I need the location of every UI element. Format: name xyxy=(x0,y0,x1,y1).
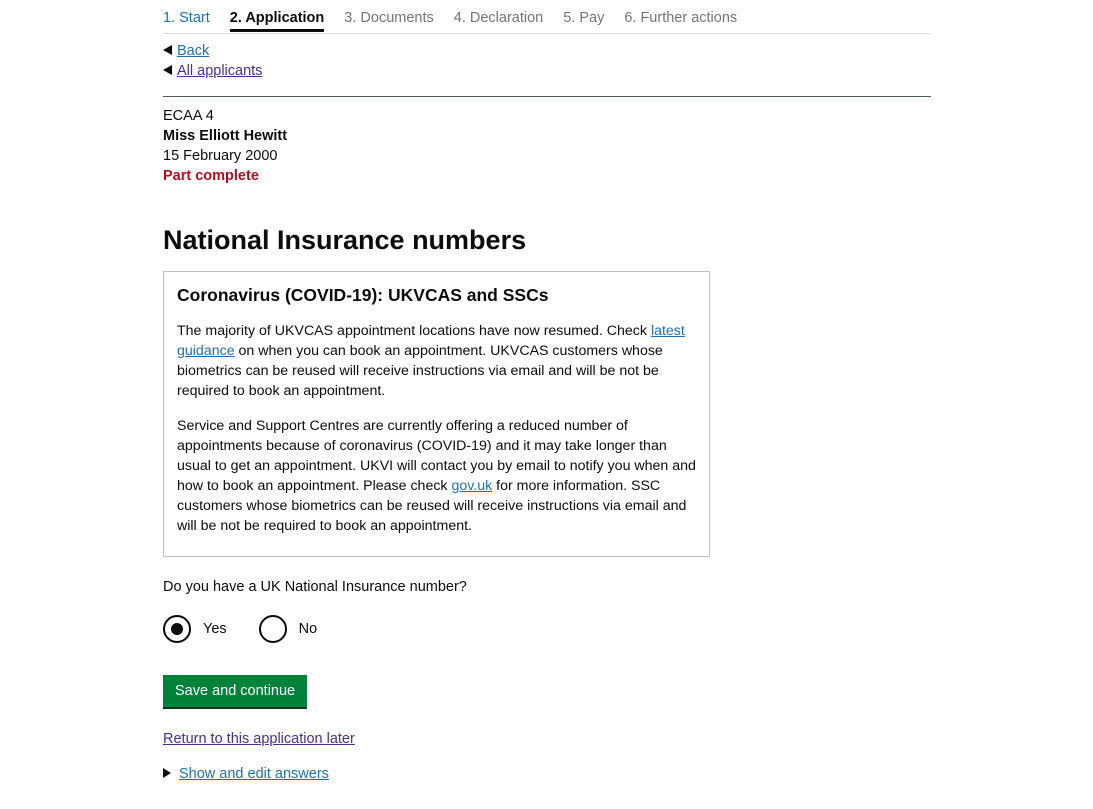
applicant-summary xyxy=(163,97,931,186)
notice-text: The majority of UKVCAS appointment locations have now resumed. Check xyxy=(177,323,651,339)
triangle-left-icon xyxy=(163,65,172,75)
back-link[interactable]: Back xyxy=(177,43,210,59)
notice-text: on when you can book an appointment. UKVCAS customers whose biometrics can be reused will receive instructions via email and will be not be required to book an appointment. xyxy=(177,343,663,399)
step-documents: 3. Documents xyxy=(344,10,434,26)
ni-question-label: Do you have a UK National Insurance number? xyxy=(163,579,467,595)
step-start[interactable]: 1. Start xyxy=(163,10,210,26)
back-link-row xyxy=(163,41,931,61)
page-title: National Insurance numbers xyxy=(163,225,527,255)
radio-yes-input[interactable] xyxy=(163,615,191,643)
show-edit-answers-label[interactable]: Show and edit answers xyxy=(179,766,329,782)
notice-text: for more information. SSC customers whose biometrics can be reused will receive instructions via email and will be not be required to book an appointment. xyxy=(177,478,687,534)
covid-notice-panel xyxy=(163,271,710,557)
triangle-right-icon xyxy=(163,768,171,778)
save-and-continue-button[interactable]: Save and continue xyxy=(163,675,307,707)
notice-paragraph-ukvcas xyxy=(177,321,696,401)
radio-yes-label[interactable]: Yes xyxy=(203,621,227,637)
all-applicants-link-row xyxy=(163,61,931,81)
applicant-reference: ECAA 4 xyxy=(163,108,214,124)
notice-paragraph-ssc xyxy=(177,416,696,536)
applicant-dob: 15 February 2000 xyxy=(163,148,278,164)
show-edit-answers-toggle[interactable] xyxy=(163,764,931,784)
step-declaration: 4. Declaration xyxy=(453,10,544,26)
latest-guidance-link[interactable]: latest guidance xyxy=(177,323,685,359)
status-badge: Part complete xyxy=(163,168,259,184)
triangle-left-icon xyxy=(163,45,172,55)
radio-no-input[interactable] xyxy=(259,615,287,643)
return-later-link[interactable]: Return to this application later xyxy=(163,731,355,747)
ni-radio-group xyxy=(163,615,931,643)
step-application: 2. Application xyxy=(230,9,325,32)
step-navigation xyxy=(163,0,931,34)
step-pay: 5. Pay xyxy=(563,10,605,26)
applicant-name: Miss Elliott Hewitt xyxy=(163,128,288,144)
gov-uk-link[interactable]: gov.uk xyxy=(451,478,493,494)
notice-text: Service and Support Centres are currently offering a reduced number of appointments because of coronavirus (COVID-19) and it may take longer than usual to get an appointment. UKVI will contact you by email to notify you when and how to book an appointment. Please check xyxy=(177,418,696,494)
page-container xyxy=(163,0,931,784)
radio-no-label[interactable]: No xyxy=(298,621,318,637)
radio-option-yes[interactable] xyxy=(163,615,227,643)
back-links xyxy=(163,34,931,97)
step-further-actions: 6. Further actions xyxy=(624,10,738,26)
all-applicants-link[interactable]: All applicants xyxy=(177,63,263,79)
radio-option-no[interactable] xyxy=(259,615,318,643)
notice-heading: Coronavirus (COVID-19): UKVCAS and SSCs xyxy=(177,285,549,305)
